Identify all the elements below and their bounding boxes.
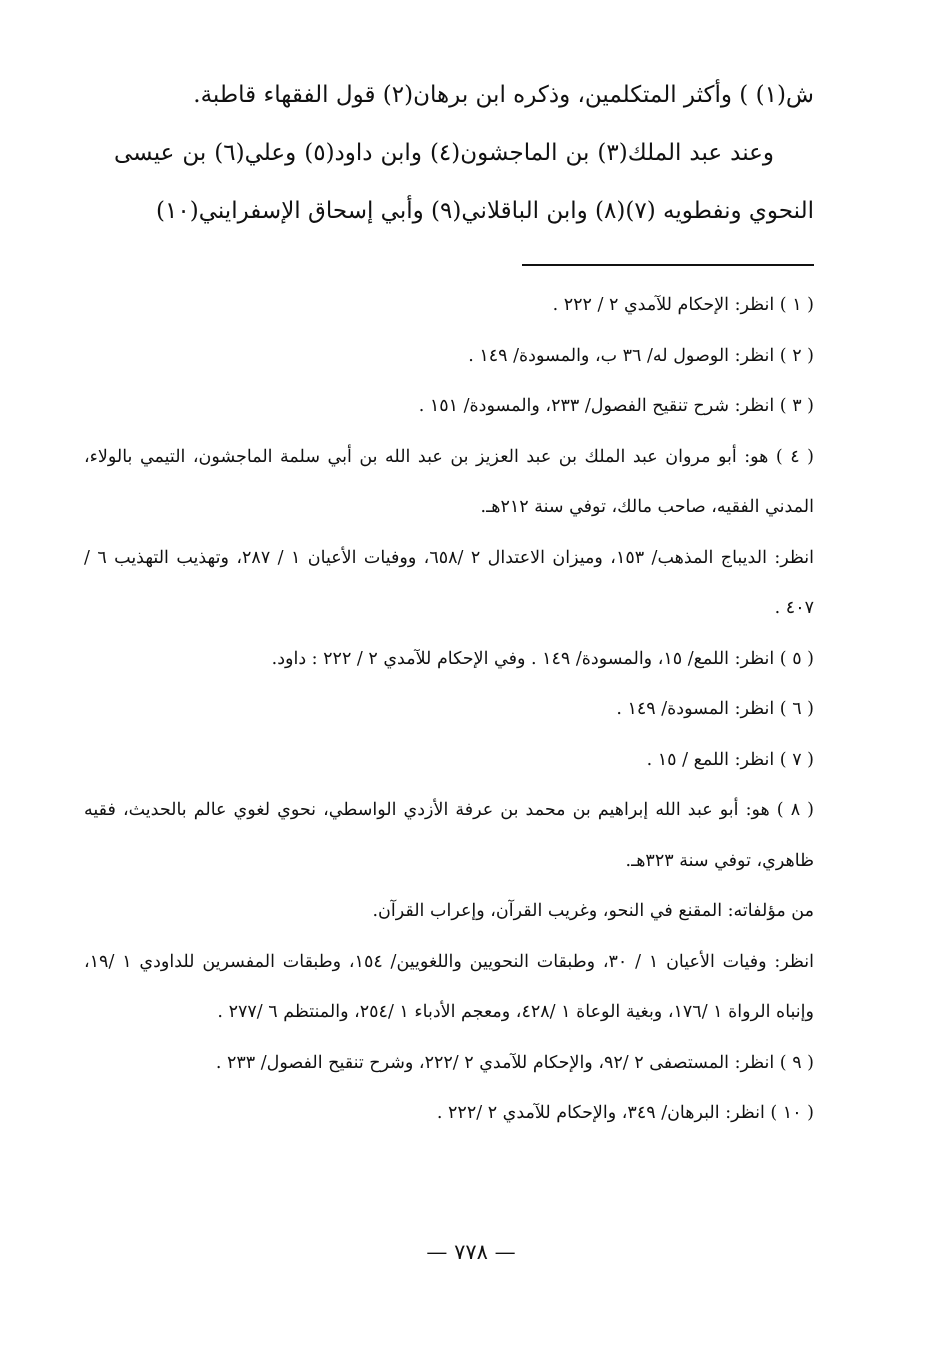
- page-number: — ٧٧٨ —: [426, 1240, 516, 1264]
- footnote-8-works: من مؤلفاته: المقنع في النحو، وغريب القرآن، وإعراب القرآن.: [372, 901, 814, 921]
- footnote-8-sources: انظر: وفيات الأعيان ١ / ٣٠، وطبقات النحويين واللغويين/ ١٥٤، وطبقات المفسرين للداودي ١ /١٩، وإنباه الرواة ١ /١٧٦، وبغية الوعاة ١ /٤٢٨، ومعجم الأدباء ١ /٢٥٤، والمنتظم ٦ /٢٧٧ .: [84, 951, 814, 1022]
- main-text: [114, 66, 814, 240]
- footnotes: [84, 280, 814, 1139]
- footnote-6: ( ٦ ) انظر: المسودة/ ١٤٩ .: [616, 699, 814, 719]
- footnote-separator: [522, 264, 814, 266]
- footnote-10: ( ١٠ ) انظر: البرهان/ ٣٤٩، والإحكام للآمدي ٢ /٢٢٢ .: [436, 1103, 814, 1123]
- footnote-9: ( ٩ ) انظر: المستصفى ٢ /٩٢، والإحكام للآمدي ٢ /٢٢٢، وشرح تنقيح الفصول/ ٢٣٣ .: [215, 1052, 814, 1073]
- footnote-1: ( ١ ) انظر: الإحكام للآمدي ٢ / ٢٢٢ .: [552, 295, 814, 315]
- footnote-5: ( ٥ ) انظر: اللمع/ ١٥، والمسودة/ ١٤٩ . وفي الإحكام للآمدي ٢ / ٢٢٢ : داود.: [271, 648, 814, 669]
- footnote-2: ( ٢ ) انظر: الوصول له/ ٣٦ ب، والمسودة/ ١٤٩ .: [468, 345, 814, 366]
- footnote-3: ( ٣ ) انظر: شرح تنقيح الفصول/ ٢٣٣، والمسودة/ ١٥١ .: [418, 396, 814, 416]
- footnote-4: ( ٤ ) هو: أبو مروان عبد الملك بن عبد العزيز بن عبد الله بن أبي سلمة الماجشون، التيمي بالولاء، المدني الفقيه، صاحب مالك، توفي سنة ٢١٢هـ.: [84, 446, 814, 517]
- footnote-8: ( ٨ ) هو: أبو عبد الله إبراهيم بن محمد بن عرفة الأزدي الواسطي، نحوي لغوي عالم بالحديث، فقيه ظاهري، توفي سنة ٣٢٣هـ.: [84, 800, 815, 871]
- footnote-7: ( ٧ ) انظر: اللمع / ١٥ .: [646, 749, 814, 770]
- main-paragraph-1: ش(١) ) وأكثر المتكلمين، وذكره ابن برهان(٢) قول الفقهاء قاطبة.: [193, 82, 814, 108]
- main-paragraph-2: وعند عبد الملك(٣) بن الماجشون(٤) وابن داود(٥) وعلي(٦) بن عيسى النحوي ونفطويه (٧)(٨) وابن الباقلاني(٩) وأبي إسحاق الإسفرايني(١٠): [114, 140, 814, 224]
- footnote-4-sources: انظر: الديباج المذهب/ ١٥٣، وميزان الاعتدال ٢ /٦٥٨، ووفيات الأعيان ١ / ٢٨٧، وتهذيب التهذيب ٦ / ٤٠٧ .: [84, 547, 814, 618]
